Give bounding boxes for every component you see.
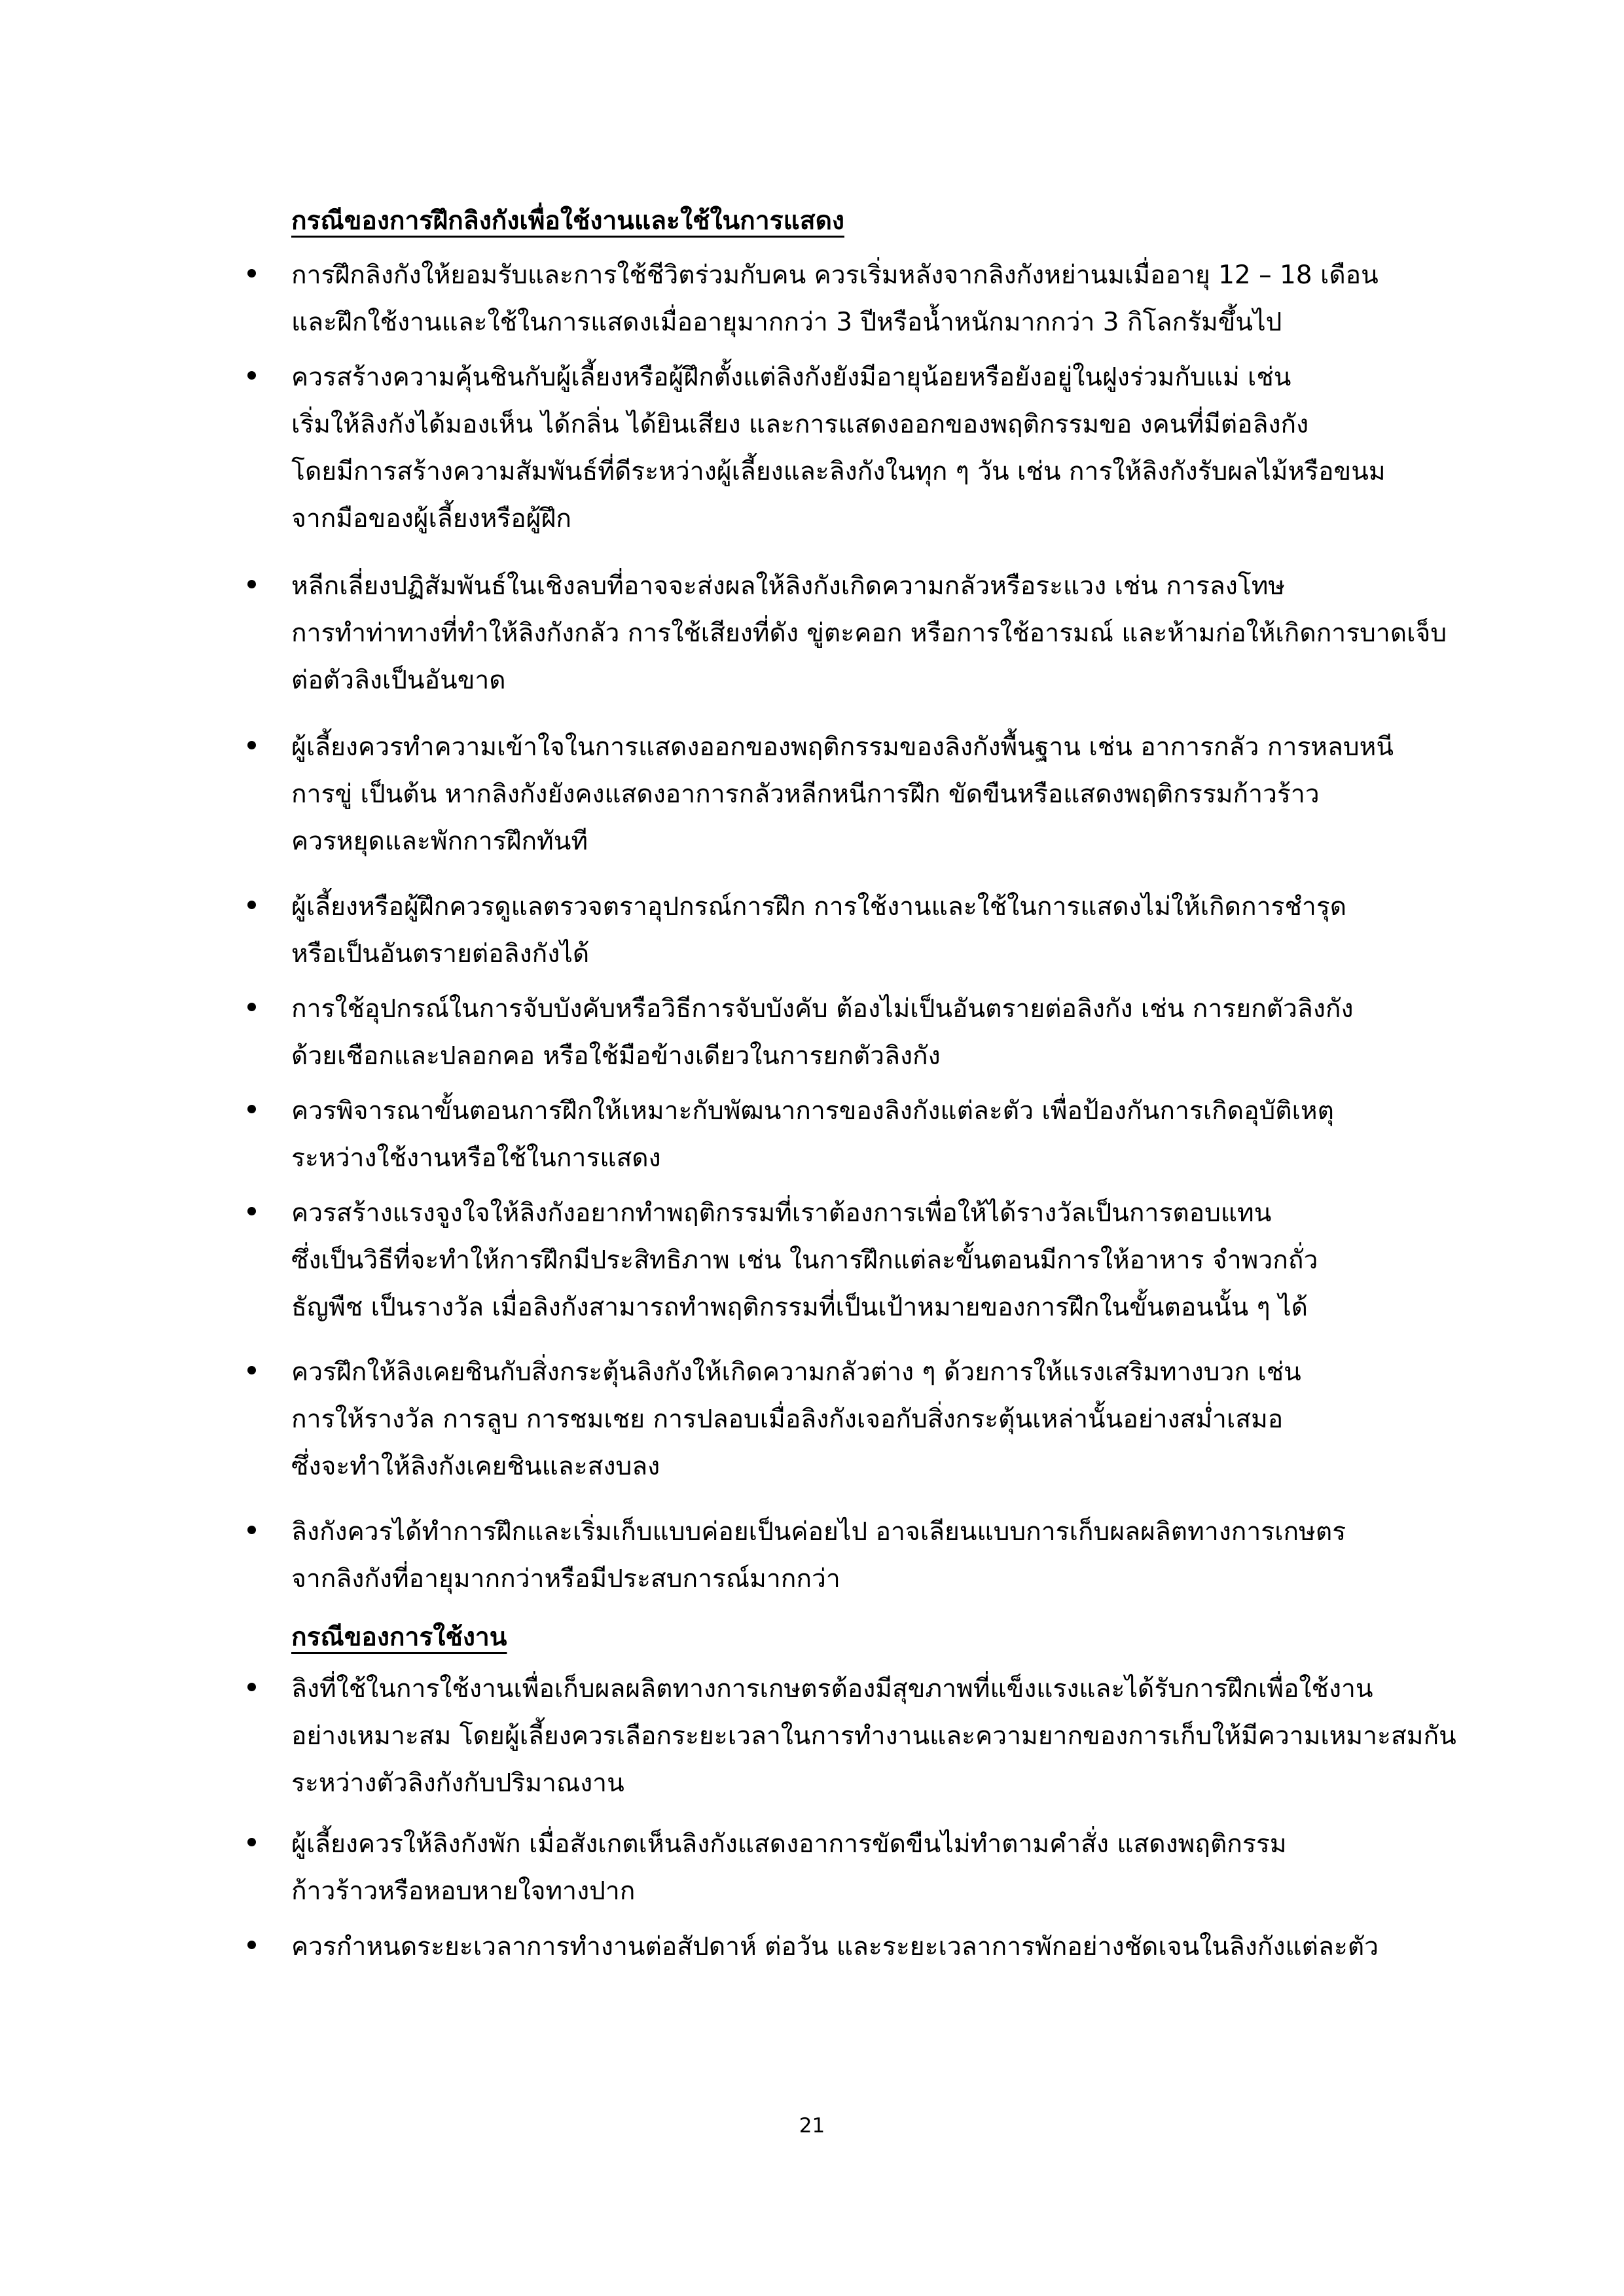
- bullet-icon: [247, 580, 256, 588]
- bullet-icon: [247, 1941, 256, 1949]
- list-item-line: การขู่ เป็นต้น หากลิงกังยังคงแสดงอาการกลัวหลีกหนีการฝึก ขัดขืนหรือแสดงพฤติกรรมก้าวร้าว: [291, 780, 1320, 809]
- list-item-line: ผู้เลี้ยงควรทำความเข้าใจในการแสดงออกของพฤติกรรมของลิงกังพื้นฐาน เช่น อาการกลัว การหลบหนี: [291, 732, 1394, 762]
- section-heading-work-use: กรณีของการใช้งาน: [291, 1623, 507, 1652]
- bullet-icon: [247, 1366, 256, 1374]
- list-item-line: จากลิงกังที่อายุมากกว่าหรือมีประสบการณ์มากกว่า: [291, 1564, 840, 1594]
- page-number: 21: [799, 2114, 825, 2138]
- bullet-icon: [247, 901, 256, 909]
- list-item-line: ซึ่งจะทำให้ลิงกังเคยชินและสงบลง: [291, 1452, 660, 1481]
- list-item-line: เริ่มให้ลิงกังได้มองเห็น ได้กลิ่น ได้ยินเสียง และการแสดงออกของพฤติกรรมขอ งคนที่มีต่อลิงกัง: [291, 410, 1309, 439]
- bullet-icon: [247, 741, 256, 749]
- list-item-line: จากมือของผู้เลี้ยงหรือผู้ฝึก: [291, 504, 571, 533]
- list-item-line: ผู้เลี้ยงควรให้ลิงกังพัก เมื่อสังเกตเห็นลิงกังแสดงอาการขัดขืนไม่ทำตามคำสั่ง แสดงพฤติกรรม: [291, 1829, 1287, 1859]
- bullet-icon: [247, 1105, 256, 1113]
- bullet-icon: [247, 269, 256, 278]
- list-item-line: การใช้อุปกรณ์ในการจับบังคับหรือวิธีการจับบังคับ ต้องไม่เป็นอันตรายต่อลิงกัง เช่น การยกตัวลิงกัง: [291, 994, 1354, 1024]
- list-item-line: การทำท่าทางที่ทำให้ลิงกังกลัว การใช้เสียงที่ดัง ขู่ตะคอก หรือการใช้อารมณ์ และห้ามก่อให้เกิดการบาดเจ็บ: [291, 619, 1447, 648]
- list-item-line: ต่อตัวลิงเป็นอันขาด: [291, 666, 506, 695]
- list-item-line: ระหว่างใช้งานหรือใช้ในการแสดง: [291, 1143, 661, 1173]
- list-item-line: การให้รางวัล การลูบ การชมเชย การปลอบเมื่อลิงกังเจอกับสิ่งกระตุ้นเหล่านั้นอย่างสม่ำเสมอ: [291, 1405, 1284, 1434]
- section-heading-monkey-training: กรณีของการฝึกลิงกังเพื่อใช้งานและใช้ในการแสดง: [291, 206, 844, 236]
- bullet-icon: [247, 1207, 256, 1215]
- bullet-icon: [247, 1683, 256, 1691]
- list-item-line: ระหว่างตัวลิงกังกับปริมาณงาน: [291, 1768, 624, 1798]
- list-item-line: การฝึกลิงกังให้ยอมรับและการใช้ชีวิตร่วมกับคน ควรเริ่มหลังจากลิงกังหย่านมเมื่ออายุ 12 – 18 เดือน: [291, 260, 1379, 290]
- list-item-line: โดยมีการสร้างความสัมพันธ์ที่ดีระหว่างผู้เลี้ยงและลิงกังในทุก ๆ วัน เช่น การให้ลิงกังรับผลไม้หรือขนม: [291, 457, 1386, 486]
- list-item-line: หรือเป็นอันตรายต่อลิงกังได้: [291, 939, 590, 969]
- list-item-line: และฝึกใช้งานและใช้ในการแสดงเมื่ออายุมากกว่า 3 ปีหรือน้ำหนักมากกว่า 3 กิโลกรัมขึ้นไป: [291, 308, 1282, 337]
- list-item-line: ลิงกังควรได้ทำการฝึกและเริ่มเก็บแบบค่อยเป็นค่อยไป อาจเลียนแบบการเก็บผลผลิตทางการเกษตร: [291, 1517, 1346, 1547]
- list-item-line: หลีกเลี่ยงปฏิสัมพันธ์ในเชิงลบที่อาจจะส่งผลให้ลิงกังเกิดความกลัวหรือระแวง เช่น การลงโทษ: [291, 571, 1286, 601]
- list-item-line: ควรพิจารณาขั้นตอนการฝึกให้เหมาะกับพัฒนาการของลิงกังแต่ละตัว เพื่อป้องกันการเกิดอุบัติเหตุ: [291, 1096, 1334, 1126]
- bullet-icon: [247, 1838, 256, 1846]
- list-item-line: ก้าวร้าวหรือหอบหายใจทางปาก: [291, 1876, 636, 1906]
- list-item-line: ควรหยุดและพักการฝึกทันที: [291, 827, 588, 856]
- list-item-line: ควรฝึกให้ลิงเคยชินกับสิ่งกระตุ้นลิงกังให้เกิดความกลัวต่าง ๆ ด้วยการให้แรงเสริมทางบวก เช่น: [291, 1357, 1301, 1387]
- bullet-icon: [247, 1003, 256, 1011]
- list-item-line: ด้วยเชือกและปลอกคอ หรือใช้มือข้างเดียวในการยกตัวลิงกัง: [291, 1041, 941, 1071]
- list-item-line: ควรสร้างแรงจูงใจให้ลิงกังอยากทำพฤติกรรมที่เราต้องการเพื่อให้ได้รางวัลเป็นการตอบแทน: [291, 1198, 1272, 1228]
- bullet-icon: [247, 371, 256, 380]
- list-item-line: ควรกำหนดระยะเวลาการทำงานต่อสัปดาห์ ต่อวัน และระยะเวลาการพักอย่างชัดเจนในลิงกังแต่ละตัว: [291, 1932, 1379, 1962]
- list-item-line: อย่างเหมาะสม โดยผู้เลี้ยงควรเลือกระยะเวลาในการทำงานและความยากของการเก็บให้มีความเหมาะสมกัน: [291, 1721, 1456, 1751]
- list-item-line: ซึ่งเป็นวิธีที่จะทำให้การฝึกมีประสิทธิภาพ เช่น ในการฝึกแต่ละขั้นตอนมีการให้อาหาร จำพวกถั่ว: [291, 1246, 1318, 1275]
- list-item-line: ผู้เลี้ยงหรือผู้ฝึกควรดูแลตรวจตราอุปกรณ์การฝึก การใช้งานและใช้ในการแสดงไม่ให้เกิดการชำรุด: [291, 892, 1347, 922]
- list-item-line: ธัญพืช เป็นรางวัล เมื่อลิงกังสามารถทำพฤติกรรมที่เป็นเป้าหมายของการฝึกในขั้นตอนนั้น ๆ ได้: [291, 1293, 1308, 1322]
- bullet-icon: [247, 1526, 256, 1534]
- list-item-line: ควรสร้างความคุ้นชินกับผู้เลี้ยงหรือผู้ฝึกตั้งแต่ลิงกังยังมีอายุน้อยหรือยังอยู่ในฝูงร่วมกับแม่ เช่น: [291, 363, 1291, 392]
- list-item-line: ลิงที่ใช้ในการใช้งานเพื่อเก็บผลผลิตทางการเกษตรต้องมีสุขภาพที่แข็งแรงและได้รับการฝึกเพื่อใช้งาน: [291, 1674, 1373, 1704]
